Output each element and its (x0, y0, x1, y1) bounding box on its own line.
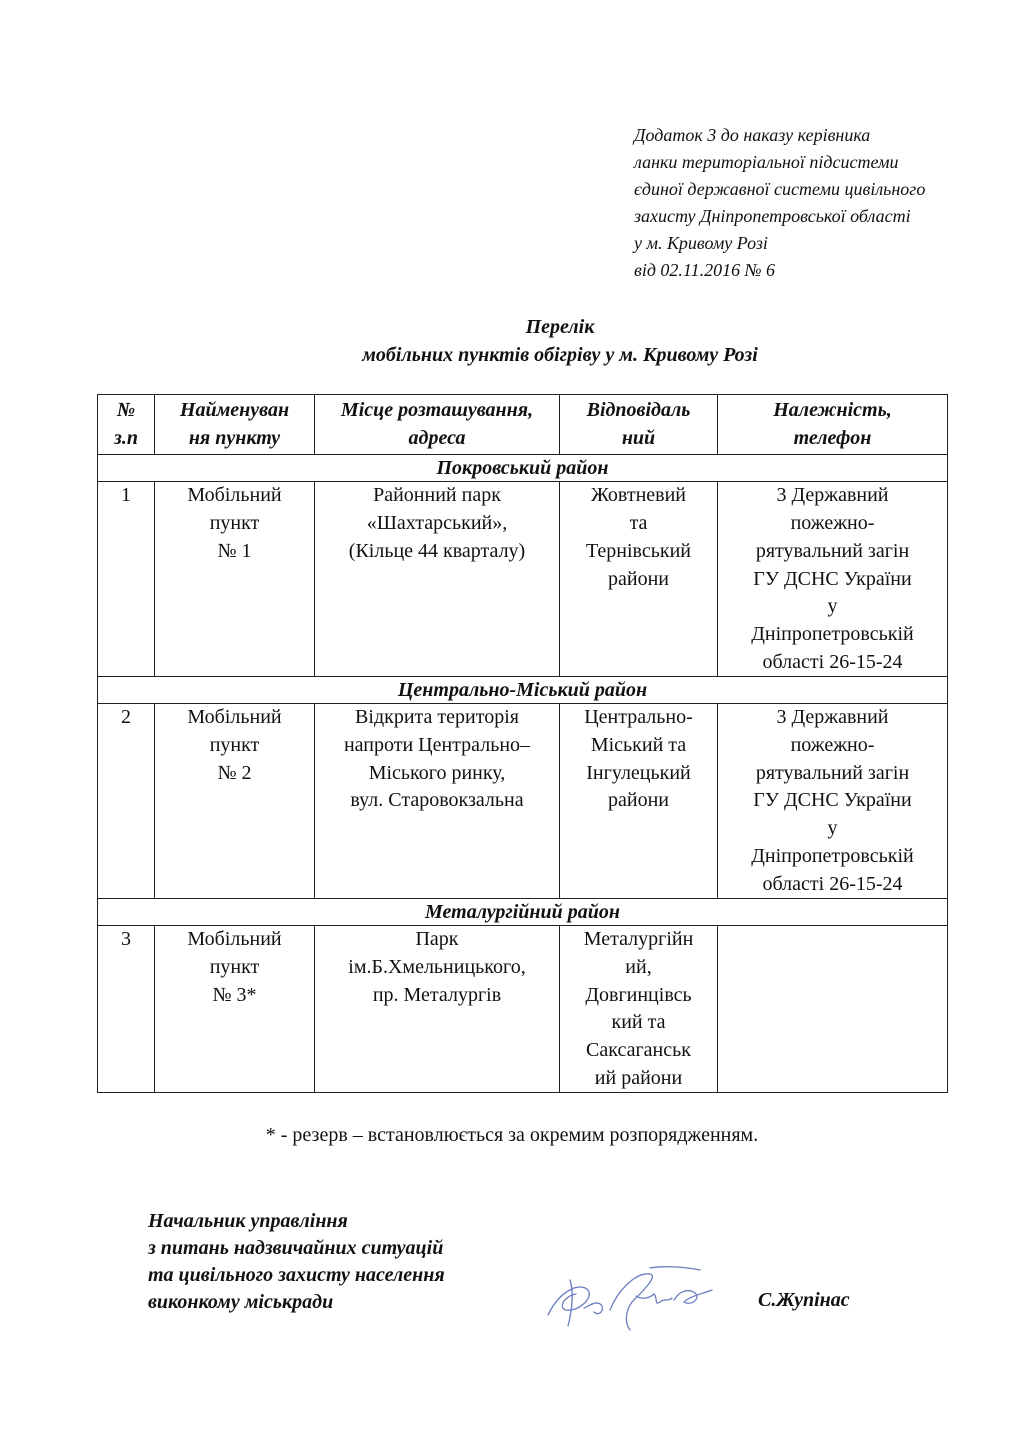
header-belonging: Належність, телефон (718, 395, 948, 455)
appendix-header (634, 122, 1014, 284)
section-row (98, 899, 948, 926)
table-row (98, 704, 948, 899)
section-title: Покровський район (98, 455, 948, 482)
handwritten-signature (540, 1260, 730, 1340)
header-number: № з.п (98, 395, 155, 455)
cell-name: Мобільний пункт № 2 (155, 704, 315, 899)
cell-place: Районний парк «Шахтарський», (Кільце 44 кварталу) (315, 482, 560, 677)
heating-points-table (97, 394, 948, 1093)
appendix-line: у м. Кривому Розі (634, 233, 768, 253)
footnote (0, 1124, 1024, 1147)
position-line: виконкому міськради (148, 1291, 334, 1313)
cell-place: Парк ім.Б.Хмельницького, пр. Металургів (315, 926, 560, 1093)
appendix-line: Додаток 3 до наказу керівника (634, 125, 871, 145)
cell-responsible: Металургійн ий, Довгинцівсь кий та Саксаганськ ий райони (560, 926, 718, 1093)
position-line: та цивільного захисту населення (148, 1264, 445, 1286)
header-name: Найменуван ня пункту (155, 395, 315, 455)
document-title (0, 313, 1024, 369)
header-responsible: Відповідаль ний (560, 395, 718, 455)
header-place: Місце розташування, адреса (315, 395, 560, 455)
title-line-1: Перелік (525, 316, 595, 338)
title-line-2: мобільних пунктів обігріву у м. Кривому Розі (362, 344, 758, 366)
section-row (98, 677, 948, 704)
appendix-line: єдиної державної системи цивільного (634, 179, 926, 199)
footnote-text: * - резерв – встановлюється за окремим розпорядженням. (265, 1124, 759, 1146)
position-line: Начальник управління (148, 1210, 348, 1232)
cell-place: Відкрита територія напроти Центрально– Міського ринку, вул. Старовокзальна (315, 704, 560, 899)
table-row (98, 482, 948, 677)
cell-belonging: 3 Державний пожежно- рятувальний загін ГУ ДСНС України у Дніпропетровській області 26-15-24 (718, 482, 948, 677)
appendix-line: захисту Дніпропетровської області (634, 206, 911, 226)
cell-belonging: 3 Державний пожежно- рятувальний загін ГУ ДСНС України у Дніпропетровській області 26-15-24 (718, 704, 948, 899)
appendix-line: від 02.11.2016 № 6 (634, 260, 776, 280)
cell-responsible: Жовтневий та Тернівський райони (560, 482, 718, 677)
appendix-line: ланки територіальної підсистеми (634, 152, 899, 172)
cell-responsible: Центрально- Міський та Інгулецький райони (560, 704, 718, 899)
cell-name: Мобільний пункт № 3* (155, 926, 315, 1093)
table-row (98, 926, 948, 1093)
signer-name: С.Жупінас (758, 1289, 850, 1311)
section-title: Центрально-Міський район (98, 677, 948, 704)
cell-number: 3 (98, 926, 155, 1093)
signature-position (148, 1208, 445, 1316)
cell-number: 1 (98, 482, 155, 677)
position-line: з питань надзвичайних ситуацій (148, 1237, 444, 1259)
cell-name: Мобільний пункт № 1 (155, 482, 315, 677)
cell-belonging (718, 926, 948, 1093)
section-row (98, 455, 948, 482)
table-header-row (98, 395, 948, 455)
cell-number: 2 (98, 704, 155, 899)
section-title: Металургійний район (98, 899, 948, 926)
